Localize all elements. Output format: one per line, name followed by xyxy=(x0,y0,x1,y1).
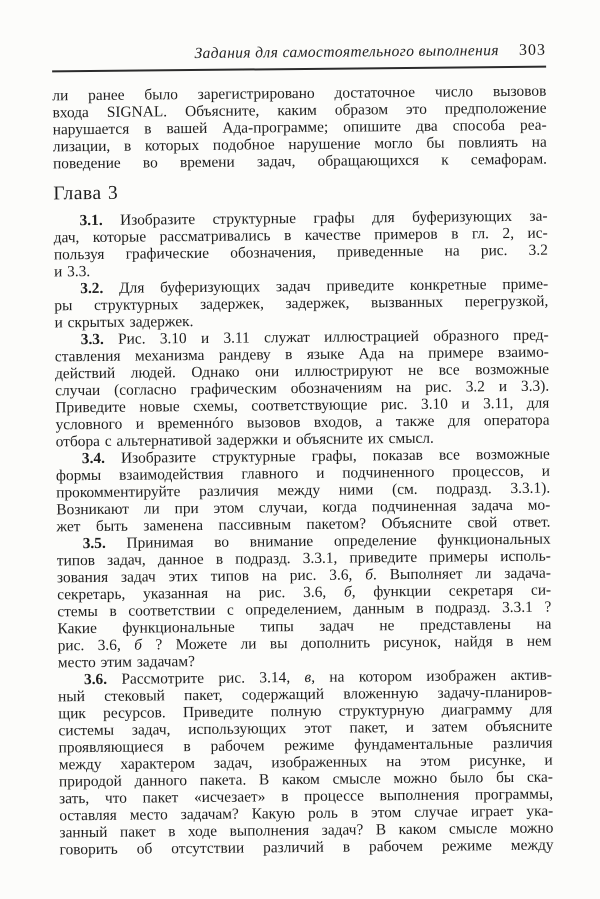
text-line: оставляя место задачам? Какую роль в этом случае играет ука- xyxy=(59,802,554,825)
text-line: и 3.3. xyxy=(53,263,91,281)
text-line: дач, которые рассматривались в качестве примеров в гл. 2, ис- xyxy=(53,224,548,247)
exercise-number: 3.5. xyxy=(82,534,106,553)
text-line: ный стековый пакет, содержащий вложенную задачу-планиров- xyxy=(58,683,553,706)
text-line: условного и временнóго вызовов входов, а также для оператора xyxy=(55,411,550,434)
page-content xyxy=(52,42,554,859)
text-line: входа SIGNAL. Объясните, каким образом это предположение xyxy=(52,99,547,122)
italic-letter: б xyxy=(134,636,143,654)
text-line: секретарь, указанная на рис. 3.6, б, функции секретаря си- xyxy=(57,581,552,604)
text-line: ли ранее было зарегистрировано достаточное число вызовов xyxy=(52,82,547,105)
exercise-number: 3.3. xyxy=(80,330,104,349)
text-line: системы задач, использующих этот пакет, и затем объясните xyxy=(58,717,553,740)
exercise-number: 3.1. xyxy=(79,211,103,230)
text-line: лизации, в которых подобное нарушение могло бы повлиять на xyxy=(52,133,547,156)
exercise-3-3 xyxy=(55,327,550,451)
text-line: 3.3. Рис. 3.10 и 3.11 служат иллюстрацией образного пред- xyxy=(80,326,549,349)
text-line: случаи (согласно графическим обозначениям на рис. 3.2 и 3.3). xyxy=(55,377,550,400)
text-line: проявляющиеся в рабочем режиме фундаментальные различия xyxy=(58,734,553,757)
text-line: 3.4. Изобразите структурные графы, показав все возможные xyxy=(81,445,550,468)
text-line: говорить об отсутствии различий в рабочем режиме между xyxy=(59,836,554,859)
text-line: нарушается в вашей Ада-программе; опишите два способа реа- xyxy=(52,116,547,139)
text-line: ры структурных задержек, задержек, вызванных перегрузкой, xyxy=(54,292,549,315)
text-line: стемы в соответствии с определением, данным в подразд. 3.3.1 ? xyxy=(57,598,552,621)
text-line: прокомментируйте различия между ними (см. подразд. 3.3.1). xyxy=(56,479,551,502)
text-line: 3.1. Изобразите структурные графы для буферизующих за- xyxy=(79,207,548,230)
exercise-number: 3.6. xyxy=(83,670,108,689)
text-line: рис. 3.6, б ? Можете ли вы дополнить рисунок, найдя в нем xyxy=(57,632,552,655)
exercise-3-6 xyxy=(58,667,554,859)
italic-letter: б xyxy=(343,583,352,601)
text-line: место этим задачам? xyxy=(57,653,195,672)
paragraph-continuation xyxy=(52,83,547,173)
text-line: пользуя графические обозначения, приведенные на рис. 3.2 xyxy=(53,241,548,264)
header-rule xyxy=(52,66,546,73)
italic-letter: в xyxy=(304,668,312,686)
text-line: отбора с альтернативой задержки и объясните их смысл. xyxy=(55,429,434,451)
italic-letter: б xyxy=(365,566,374,584)
exercise-3-1 xyxy=(53,208,548,281)
text-line: формы взаимодействия главного и подчиненного процессов, и xyxy=(55,462,551,485)
text-line: жет быть заменена пассивным пакетом? Объясните свой ответ. xyxy=(56,513,551,536)
text-line: действий людей. Однако они иллюстрируют не все возможные xyxy=(54,360,550,383)
exercise-number: 3.2. xyxy=(80,279,104,298)
chapter-heading: Глава 3 xyxy=(53,182,119,205)
text-line: поведение во времени задач, обращающихся к семафорам. xyxy=(52,150,548,173)
text-line: Приведите новые схемы, соответствующие рис. 3.10 и 3.11, для xyxy=(55,394,550,417)
text-line: типов задач, данное в подразд. 3.3.1, приведите примеры исполь- xyxy=(56,547,551,570)
text-line: 3.6. Рассмотрите рис. 3.14, в, на котором изображен актив- xyxy=(83,666,553,689)
text-body xyxy=(52,83,553,859)
text-line: и скрытых задержек. xyxy=(54,313,194,332)
text-line: щик ресурсов. Приведите полную структурную диаграмму для xyxy=(58,700,553,723)
text-line: Возникают ли при этом случаи, когда подчиненная задача мо- xyxy=(56,496,551,519)
exercise-number: 3.4. xyxy=(81,449,106,468)
text-line: зать, что пакет «исчезает» в процессе выполнения программы, xyxy=(59,785,554,808)
text-line: природой данного пакета. В каком смысле можно было бы ска- xyxy=(58,768,554,791)
exercise-3-4 xyxy=(56,446,551,536)
text-line: 3.2. Для буферизующих задач приведите конкретные приме- xyxy=(80,275,549,298)
running-head xyxy=(52,42,546,65)
text-line: зования задач этих типов на рис. 3.6, б. Выполняет ли задача- xyxy=(56,564,552,587)
exercise-3-2 xyxy=(54,276,548,332)
text-line: занный пакет в ходе выполнения задач? В каком смысле можно xyxy=(59,819,554,842)
running-title: Задания для самостоятельного выполнения xyxy=(194,42,500,63)
text-line: между характером задач, изображенных на этом рисунке, и xyxy=(58,751,553,774)
exercise-3-5 xyxy=(57,531,552,672)
text-line: ставления механизма рандеву в языке Ада на примере взаимо- xyxy=(54,343,549,366)
page-number: 303 xyxy=(518,41,547,59)
text-line: 3.5. Принимая во внимание определение функциональных xyxy=(82,530,551,553)
text-line: Какие функциональные типы задач не представлены на xyxy=(57,615,552,638)
